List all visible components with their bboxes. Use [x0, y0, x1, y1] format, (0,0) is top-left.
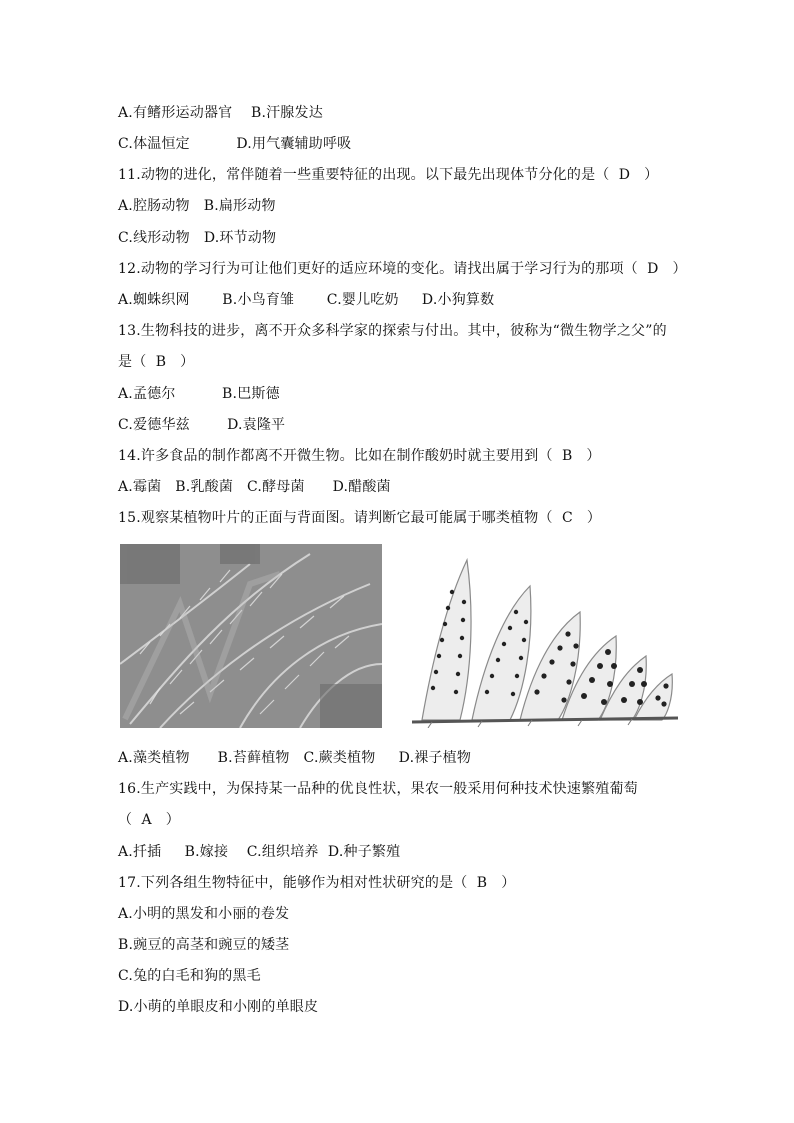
q16-question-cont: （ A ） [118, 812, 180, 828]
q14-options: A.霉菌 B.乳酸菌 C.酵母菌 D.醋酸菌 [118, 479, 391, 495]
q13-question: 13.生物科技的进步，离不开众多科学家的探索与付出。其中，彼称为“微生物学之父”的 [118, 323, 667, 339]
q14-question: 14.许多食品的制作都离不开微生物。比如在制作酸奶时就主要用到（ B ） [118, 448, 601, 464]
q13-options-ab: A.孟德尔 B.巴斯德 [118, 386, 280, 402]
q10-options-cd: C.体温恒定 D.用气囊辅助呼吸 [118, 136, 352, 152]
fern-leaf-back-drawing [412, 552, 678, 728]
q11-options-ab: A.腔肠动物 B.扁形动物 [118, 198, 276, 214]
q16-question: 16.生产实践中，为保持某一品种的优良性状，果农一般采用何种技术快速繁殖葡萄 [118, 781, 638, 797]
q12-options: A.蜘蛛织网 B.小鸟育雏 C.婴儿吃奶 D.小狗算数 [118, 292, 495, 308]
q17-option-d: D.小萌的单眼皮和小刚的单眼皮 [118, 999, 319, 1015]
fern-leaf-front-photo [120, 544, 382, 728]
q15-options: A.藻类植物 B.苔藓植物 C.蕨类植物 D.裸子植物 [118, 750, 472, 766]
q15-question: 15.观察某植物叶片的正面与背面图。请判断它最可能属于哪类植物（ C ） [118, 510, 602, 526]
q10-options-ab: A.有鳍形运动器官 B.汗腺发达 [118, 105, 323, 121]
q17-option-a: A.小明的黑发和小丽的卷发 [118, 906, 290, 922]
q11-options-cd: C.线形动物 D.环节动物 [118, 230, 277, 246]
q17-option-b: B.豌豆的高茎和豌豆的矮茎 [118, 937, 290, 953]
q17-question: 17.下列各组生物特征中，能够作为相对性状研究的是（ B ） [118, 875, 516, 891]
q17-option-c: C.兔的白毛和狗的黑毛 [118, 968, 261, 984]
q12-question: 12.动物的学习行为可让他们更好的适应环境的变化。请找出属于学习行为的那项（ D ） [118, 261, 687, 277]
q13-options-cd: C.爱德华兹 D.袁隆平 [118, 417, 286, 433]
q16-options: A.扦插 B.嫁接 C.组织培养 D.种子繁殖 [118, 844, 401, 860]
q11-question: 11.动物的进化，常伴随着一些重要特征的出现。以下最先出现体节分化的是（ D ） [118, 167, 659, 183]
q13-question-cont: 是（ B ） [118, 354, 195, 370]
